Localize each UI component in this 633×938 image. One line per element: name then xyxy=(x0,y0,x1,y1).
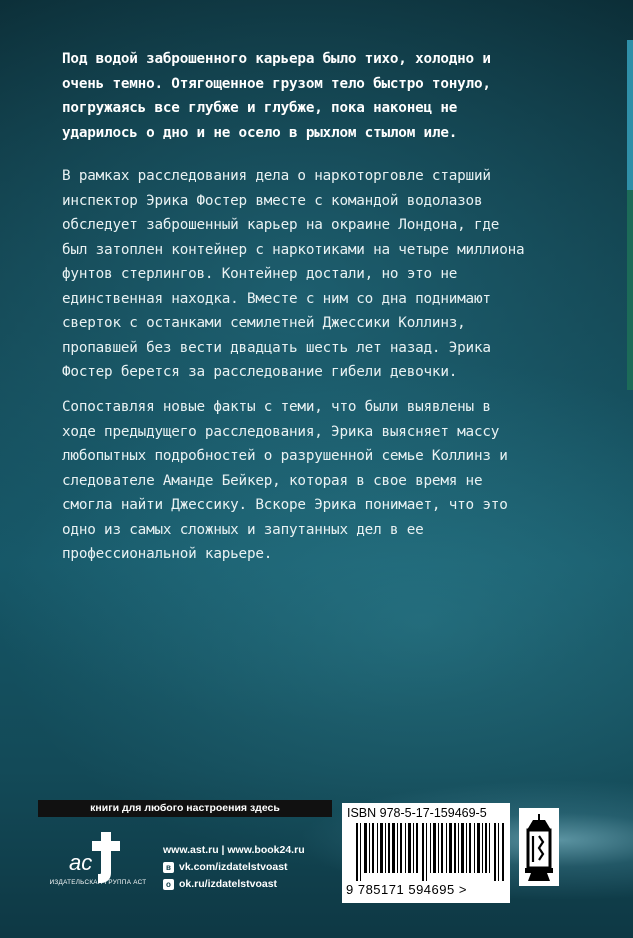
websites-text[interactable]: www.ast.ru | www.book24.ru xyxy=(163,844,305,856)
odnoklassniki-icon: о xyxy=(163,879,174,890)
websites-row xyxy=(163,842,343,859)
isbn-label: ISBN 978-5-17-159469-5 xyxy=(347,806,487,820)
ok-link[interactable]: ok.ru/izdatelstvoast xyxy=(179,878,278,890)
edge-strip-green xyxy=(627,190,633,390)
barcode-icon xyxy=(356,823,504,881)
vk-row xyxy=(163,859,343,876)
paragraph-text: Под водой заброшенного карьера было тихо, холодно и очень темно. Отягощенное грузом тело быстро тонуло, погружаясь все глубже и глубже, пока наконец не ударилось о дно и не осело в рыхлом стылом иле. xyxy=(62,51,491,141)
vk-link[interactable]: vk.com/izdatelstvoast xyxy=(179,861,288,873)
edge-strip-blue xyxy=(627,40,633,190)
logo-caption: ИЗДАТЕЛЬСКАЯ ГРУППА АСТ xyxy=(49,879,147,886)
lantern-icon xyxy=(519,808,559,886)
slogan-bar: книги для любого настроения здесь xyxy=(38,800,332,817)
closing-paragraph xyxy=(62,395,530,567)
ok-row xyxy=(163,876,343,893)
barcode-digits: 9 785171 594695 > xyxy=(346,882,467,897)
isbn-barcode-block xyxy=(342,803,510,903)
lantern-icon-box xyxy=(519,808,559,886)
paragraph-text: Сопоставляя новые факты с теми, что были выявлены в ходе предыдущего расследования, Эрика выясняет массу любопытных подробностей о разрушенной семье Коллинз и следователе Аманде Бейкер, которая в свое время не смогла найти Джессику. Вскоре Эрика понимает, что это одно из самых сложных и запутанных дел в ее профессиональной карьере. xyxy=(62,399,508,562)
paragraph-text: В рамках расследования дела о наркоторговле старший инспектор Эрика Фостер вместе с командой водолазов обследует заброшенный карьер на окраине Лондона, где был затоплен контейнер с наркотиками на четыре миллиона фунтов стерлингов. Контейнер достали, но это не единственная находка. Вместе с ним со дна поднимают сверток с останками семилетней Джессики Коллинз, пропавшей без вести двадцать шесть лет назад. Эрика Фостер берется за расследование гибели девочки. xyxy=(62,168,525,380)
synopsis-paragraph xyxy=(62,164,530,385)
svg-text:ac: ac xyxy=(69,850,93,875)
intro-paragraph xyxy=(62,47,530,145)
vk-icon: в xyxy=(163,862,174,873)
publisher-contacts xyxy=(163,842,343,893)
